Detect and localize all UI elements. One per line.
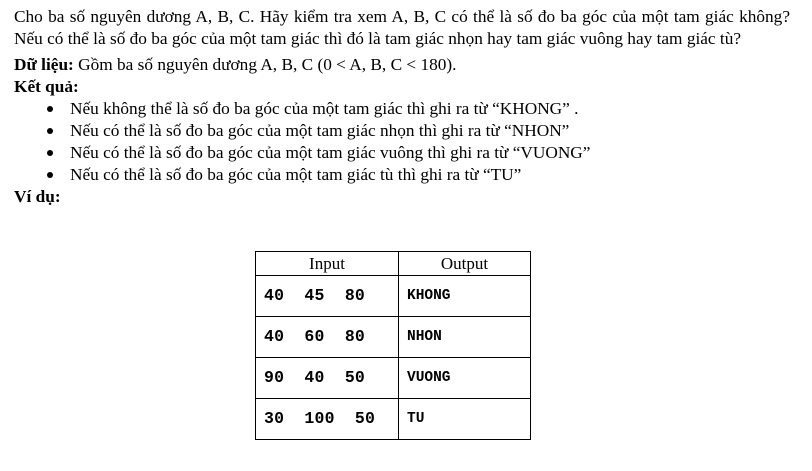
result-item-text: Nếu có thể là số đo ba góc của một tam giác nhọn thì ghi ra từ “NHON” <box>70 121 570 140</box>
intro-paragraph: Cho ba số nguyên dương A, B, C. Hãy kiểm tra xem A, B, C có thể là số đo ba góc của một tam giác không? Nếu có thể là số đo ba góc của một tam giác thì đó là tam giác nhọn hay tam giác vuông hay tam giác tù? <box>14 7 790 48</box>
example-label: Ví dụ: <box>14 187 61 206</box>
input-cell: 40 60 80 <box>256 317 399 358</box>
list-item <box>14 142 790 164</box>
result-item-text: Nếu có thể là số đo ba góc của một tam giác vuông thì ghi ra từ “VUONG” <box>70 143 591 162</box>
output-cell: NHON <box>399 317 531 358</box>
bullet-icon <box>47 128 53 134</box>
list-item <box>14 164 790 186</box>
input-cell: 40 45 80 <box>256 276 399 317</box>
list-item <box>14 120 790 142</box>
result-label: Kết quả: <box>14 77 79 96</box>
input-cell: 90 40 50 <box>256 358 399 399</box>
input-label: Dữ liệu: <box>14 55 74 74</box>
output-cell: VUONG <box>399 358 531 399</box>
table-row <box>256 317 531 358</box>
example-table <box>255 251 531 440</box>
problem-statement <box>14 6 790 208</box>
list-item <box>14 98 790 120</box>
table-row <box>256 276 531 317</box>
result-list <box>14 98 790 186</box>
bullet-icon <box>47 172 53 178</box>
output-cell: TU <box>399 399 531 440</box>
input-description <box>14 54 790 76</box>
table-row <box>256 358 531 399</box>
table-row <box>256 399 531 440</box>
column-header-input: Input <box>256 252 399 276</box>
input-text: Gồm ba số nguyên dương A, B, C (0 < A, B, C < 180). <box>73 55 457 74</box>
column-header-output: Output <box>399 252 531 276</box>
input-cell: 30 100 50 <box>256 399 399 440</box>
output-cell: KHONG <box>399 276 531 317</box>
bullet-icon <box>47 106 53 112</box>
table-header-row <box>256 252 531 276</box>
result-item-text: Nếu không thể là số đo ba góc của một tam giác thì ghi ra từ “KHONG” . <box>70 99 579 118</box>
result-item-text: Nếu có thể là số đo ba góc của một tam giác tù thì ghi ra từ “TU” <box>70 165 522 184</box>
bullet-icon <box>47 150 53 156</box>
